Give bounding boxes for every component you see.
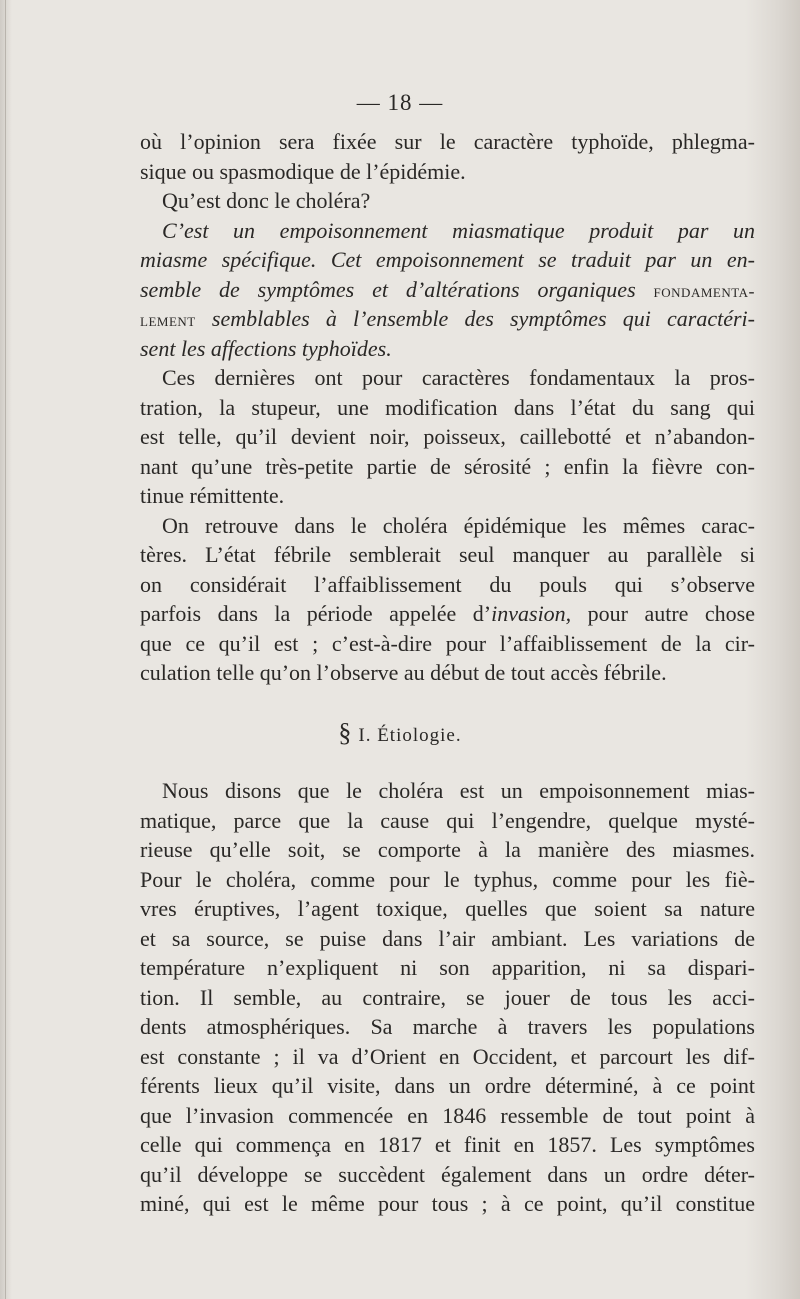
definition-text: semble de symptômes et d’altérations organiques: [140, 276, 636, 302]
text-line: qu’il développe se succèdent également dans un ordre déter-: [140, 1161, 755, 1187]
text-line: et sa source, se puise dans l’air ambiant. Les variations de: [140, 925, 755, 951]
small-caps-text: lement: [140, 310, 196, 330]
text-segment: pour autre chose: [571, 601, 755, 626]
definition-line: sent les affections typhoïdes.: [140, 335, 392, 361]
text-line: férents lieux qu’il visite, dans un ordre déterminé, à ce point: [140, 1073, 755, 1098]
text-line: tinue rémittente.: [140, 483, 285, 508]
text-line: [140, 599, 755, 629]
definition-line: [140, 304, 755, 334]
text-line: dents atmosphériques. Sa marche à travers les populations: [140, 1014, 755, 1039]
text-line: où l’opinion sera fixée sur le caractère typhoïde, phlegma-: [140, 129, 755, 154]
body-text-top: [140, 127, 755, 688]
text-line: Qu’est donc le choléra?: [162, 188, 371, 213]
italic-term: invasion,: [491, 601, 572, 626]
text-line: est constante ; il va d’Orient en Occident, et parcourt les dif-: [140, 1043, 755, 1069]
text-line: Ces dernières ont pour caractères fondamentaux la pros-: [162, 365, 755, 390]
text-line: miné, qui est le même pour tous ; à ce point, qu’il constitue: [140, 1191, 755, 1216]
text-line: sique ou spasmodique de l’épidémie.: [140, 158, 466, 184]
text-line: que l’invasion commencée en 1846 ressemble de tout point à: [140, 1102, 755, 1128]
text-line: tration, la stupeur, une modification dans l’état du sang qui: [140, 394, 755, 420]
text-line: on considérait l’affaiblissement du pouls qui s’observe: [140, 571, 755, 597]
text-line: vres éruptives, l’agent toxique, quelles que soient sa nature: [140, 896, 755, 921]
text-line: que ce qu’il est ; c’est-à-dire pour l’affaiblissement de la cir-: [140, 630, 755, 656]
text-line: Pour le choléra, comme pour le typhus, comme pour les fiè-: [140, 866, 755, 892]
text-line: On retrouve dans le choléra épidémique les mêmes carac-: [162, 512, 755, 538]
definition-line: miasme spécifique. Cet empoisonnement se traduit par un en-: [140, 247, 755, 272]
page-binding-edge: [0, 0, 12, 1299]
text-line: matique, parce que la cause qui l’engendre, quelque mysté-: [140, 807, 755, 833]
text-line: tion. Il semble, au contraire, se jouer de tous les acci-: [140, 984, 755, 1010]
body-text-bottom: [140, 776, 755, 1219]
text-line: température n’expliquent ni son apparition, ni sa dispari-: [140, 955, 755, 980]
text-line: Nous disons que le choléra est un empoisonnement mias-: [162, 778, 755, 803]
section-sign: §: [338, 718, 353, 747]
definition-line: [140, 275, 755, 305]
text-line: celle qui commença en 1817 et finit en 1857. Les symptômes: [140, 1132, 755, 1157]
small-caps-text: fondamenta-: [653, 280, 755, 301]
text-line: tères. L’état fébrile semblerait seul manquer au parallèle si: [140, 542, 755, 567]
definition-line: C’est un empoisonnement miasmatique produit par un: [162, 217, 755, 243]
text-line: rieuse qu’elle soit, se comporte à la manière des miasmes.: [140, 837, 755, 862]
definition-text: semblables à l’ensemble des symptômes qui caractéri-: [211, 306, 755, 331]
section-heading: [0, 718, 800, 748]
text-line: est telle, qu’il devient noir, poisseux, caillebotté et n’abandon-: [140, 424, 755, 449]
section-title: I. Étiologie.: [358, 725, 462, 746]
page-number: — 18 —: [356, 90, 444, 115]
text-line: culation telle qu’on l’observe au début de tout accès fébrile.: [140, 660, 667, 685]
text-line: nant qu’une très-petite partie de sérosité ; enfin la fièvre con-: [140, 453, 755, 479]
text-segment: parfois dans la période appelée d’: [140, 601, 492, 626]
